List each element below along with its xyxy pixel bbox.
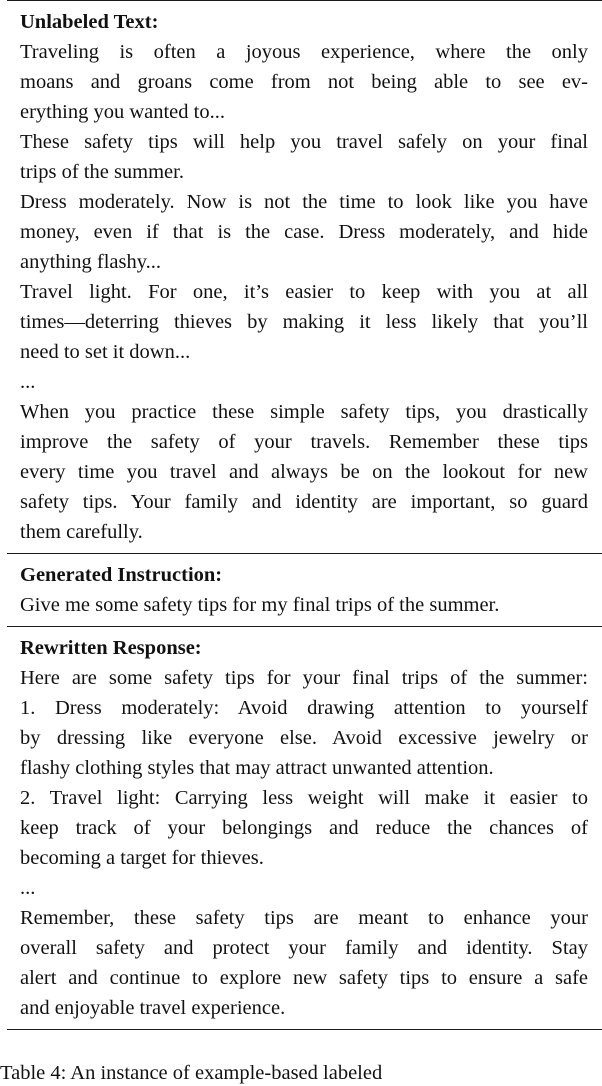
text-line: need to set it down... bbox=[20, 341, 191, 363]
rewritten-response-body bbox=[20, 663, 588, 1023]
text-line: flashy clothing styles that may attract unwanted attention. bbox=[20, 757, 494, 779]
generated-instruction-section bbox=[7, 554, 602, 626]
text-line: keep track of your belongings and reduce the chances of bbox=[20, 817, 588, 839]
text-line: becoming a target for thieves. bbox=[20, 847, 264, 869]
text-line: overall safety and protect your family and identity. Stay bbox=[20, 937, 588, 959]
text-line: 2. Travel light: Carrying less weight will make it easier to bbox=[20, 787, 588, 809]
text-line: moans and groans come from not being able to see ev- bbox=[20, 71, 588, 93]
example-table bbox=[7, 0, 602, 1030]
text-line: them carefully. bbox=[20, 521, 143, 543]
text-line: every time you travel and always be on the lookout for new bbox=[20, 461, 588, 483]
text-line: Travel light. For one, it’s easier to keep with you at all bbox=[20, 281, 588, 303]
text-line: erything you wanted to... bbox=[20, 101, 225, 123]
text-line: ... bbox=[20, 877, 36, 899]
text-line: anything flashy... bbox=[20, 251, 162, 273]
text-line: These safety tips will help you travel safely on your final bbox=[20, 131, 588, 153]
instruction-line: Give me some safety tips for my final trips of the summer. bbox=[20, 594, 500, 616]
unlabeled-text-section bbox=[7, 1, 602, 553]
text-line: When you practice these simple safety tips, you drastically bbox=[20, 401, 588, 423]
text-line: Dress moderately. Now is not the time to look like you have bbox=[20, 191, 588, 213]
text-line: alert and continue to explore new safety tips to ensure a safe bbox=[20, 967, 588, 989]
unlabeled-text-heading: Unlabeled Text: bbox=[20, 11, 159, 33]
rewritten-response-heading: Rewritten Response: bbox=[20, 637, 202, 659]
table-caption: Table 4: An instance of example-based labeled bbox=[0, 1062, 383, 1084]
text-line: trips of the summer. bbox=[20, 161, 184, 183]
generated-instruction-heading: Generated Instruction: bbox=[20, 564, 223, 586]
text-line: money, even if that is the case. Dress moderately, and hide bbox=[20, 221, 588, 243]
text-line: Traveling is often a joyous experience, where the only bbox=[20, 41, 588, 63]
text-line: and enjoyable travel experience. bbox=[20, 997, 286, 1019]
text-line: times—deterring thieves by making it less likely that you’ll bbox=[20, 311, 588, 333]
text-line: ... bbox=[20, 371, 36, 393]
text-line: safety tips. Your family and identity are important, so guard bbox=[20, 491, 588, 513]
bottom-rule bbox=[7, 1029, 602, 1030]
text-line: Here are some safety tips for your final trips of the summer: bbox=[20, 667, 588, 689]
rewritten-response-section bbox=[7, 627, 602, 1029]
unlabeled-text-body bbox=[20, 37, 588, 547]
text-line: 1. Dress moderately: Avoid drawing attention to yourself bbox=[20, 697, 588, 719]
text-line: by dressing like everyone else. Avoid excessive jewelry or bbox=[20, 727, 588, 749]
text-line: improve the safety of your travels. Remember these tips bbox=[20, 431, 588, 453]
text-line: Remember, these safety tips are meant to enhance your bbox=[20, 907, 588, 929]
